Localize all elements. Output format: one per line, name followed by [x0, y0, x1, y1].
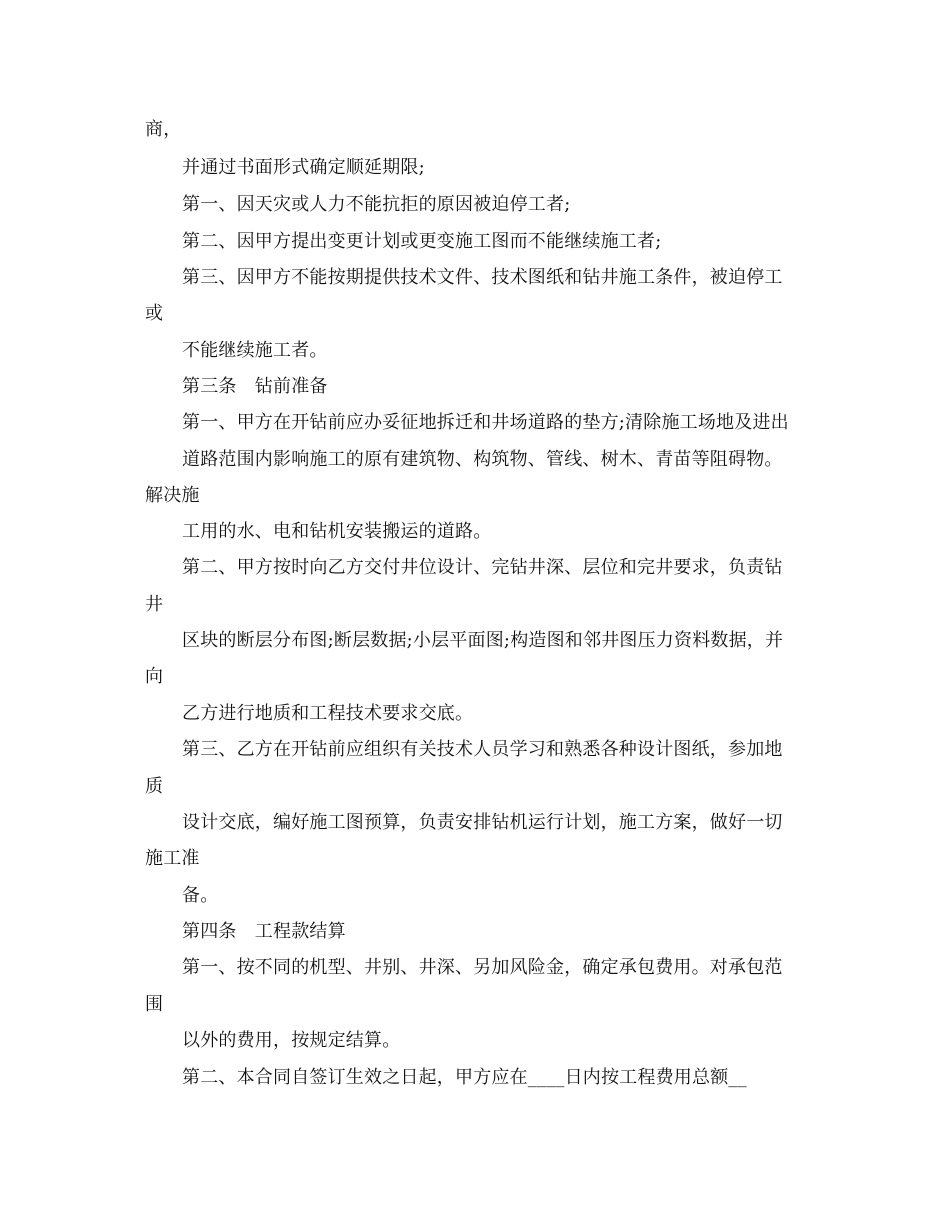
text-line: 第三、因甲方不能按期提供技术文件、技术图纸和钻井施工条件，被迫停工	[182, 267, 783, 288]
section-heading: 第四条 工程款结算	[182, 921, 346, 942]
text-line: 解决施	[145, 485, 200, 506]
text-line: 第二、因甲方提出变更计划或更变施工图而不能继续施工者;	[182, 231, 662, 252]
text-line: 或	[145, 303, 164, 324]
text-line: 质	[145, 776, 164, 797]
text-line: 井	[145, 594, 164, 615]
text-line: 设计交底，编好施工图预算，负责安排钻机运行计划，施工方案，做好一切	[182, 812, 783, 833]
text-line: 第一、按不同的机型、井别、井深、另加风险金，确定承包费用。对承包范	[182, 957, 783, 978]
text-line: 第二、甲方按时向乙方交付井位设计、完钻井深、层位和完井要求，负责钻	[182, 557, 783, 578]
text-line: 向	[145, 666, 164, 687]
text-line: 第一、甲方在开钻前应办妥征地拆迁和井场道路的垫方;清除施工场地及进出	[182, 412, 789, 433]
text-line: 区块的断层分布图;断层数据;小层平面图;构造图和邻井图压力资料数据，并	[182, 630, 784, 651]
text-line: 第二、本合同自签订生效之日起，甲方应在____日内按工程费用总额__	[182, 1067, 747, 1088]
text-line: 第三、乙方在开钻前应组织有关技术人员学习和熟悉各种设计图纸，参加地	[182, 739, 783, 760]
text-line: 施工准	[145, 848, 200, 869]
text-line: 商，	[145, 119, 182, 140]
text-line: 不能继续施工者。	[182, 340, 328, 361]
text-line: 道路范围内影响施工的原有建筑物、构筑物、管线、树木、青苗等阻碍物。	[182, 449, 783, 470]
text-line: 以外的费用，按规定结算。	[182, 1030, 401, 1051]
text-line: 工用的水、电和钻机安装搬运的道路。	[182, 521, 492, 542]
text-line: 并通过书面形式确定顺延期限;	[182, 157, 425, 178]
text-line: 第一、因天灾或人力不能抗拒的原因被迫停工者;	[182, 194, 571, 215]
section-heading: 第三条 钻前准备	[182, 376, 328, 397]
text-line: 备。	[182, 885, 219, 906]
text-line: 乙方进行地质和工程技术要求交底。	[182, 703, 474, 724]
text-line: 围	[145, 994, 164, 1015]
